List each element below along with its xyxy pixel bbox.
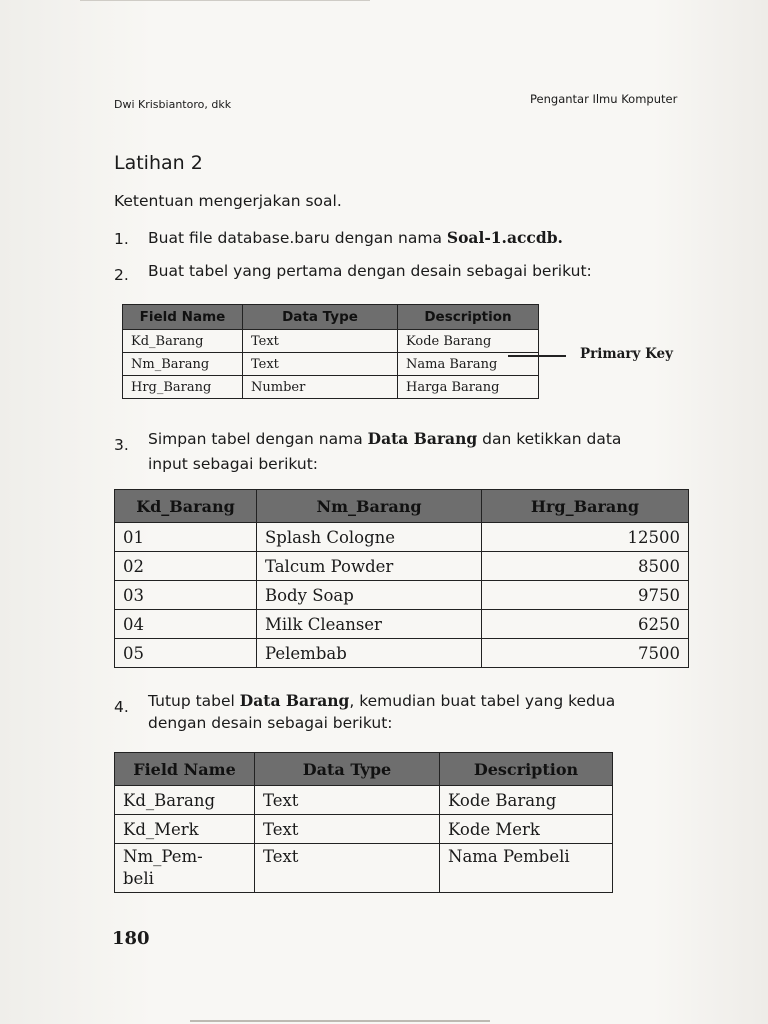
table-row [115, 610, 689, 639]
cell-line: beli [123, 869, 154, 888]
top-rule [80, 0, 370, 1]
table-header-row [115, 490, 689, 523]
table-cell: 8500 [482, 552, 689, 581]
step-3-number: 3. [114, 436, 129, 454]
table-row [115, 639, 689, 668]
step-2-text: Buat tabel yang pertama dengan desain sebagai berikut: [148, 262, 592, 280]
table-cell: Nama Pembeli [440, 844, 613, 893]
table-cell: 05 [115, 639, 257, 668]
step-4-line-1 [148, 691, 615, 710]
page-number: 180 [112, 928, 150, 949]
table-cell: Text [255, 786, 440, 815]
table-row [115, 786, 613, 815]
bottom-rule [190, 1020, 490, 1022]
intro-text: Ketentuan mengerjakan soal. [114, 192, 342, 210]
primary-key-pointer-line [508, 355, 566, 357]
table-header-cell: Field Name [123, 305, 243, 330]
step-4-plain: Tutup tabel [148, 692, 240, 710]
table-cell: Kd_Merk [115, 815, 255, 844]
table-cell: Talcum Powder [257, 552, 482, 581]
table-cell: 6250 [482, 610, 689, 639]
table-cell: 02 [115, 552, 257, 581]
design-table-1 [122, 304, 539, 399]
table-cell: Splash Cologne [257, 523, 482, 552]
step-3-line-1 [148, 429, 621, 448]
table-cell: Nm_Barang [123, 353, 243, 376]
table-cell: Text [255, 844, 440, 893]
table-cell: Nama Barang [398, 353, 539, 376]
step-1-filename: Soal-1.accdb. [446, 228, 563, 247]
step-4-table-name: Data Barang [239, 691, 350, 710]
step-1-text [148, 228, 563, 247]
primary-key-label: Primary Key [580, 346, 673, 362]
table-cell: Pelembab [257, 639, 482, 668]
step-3-line-2: input sebagai berikut: [148, 455, 318, 473]
table-cell: Milk Cleanser [257, 610, 482, 639]
step-2-number: 2. [114, 266, 129, 284]
table-cell: Kode Merk [440, 815, 613, 844]
step-4-line-2: dengan desain sebagai berikut: [148, 714, 393, 732]
table-header-cell: Hrg_Barang [482, 490, 689, 523]
table-row [115, 581, 689, 610]
table-header-row [123, 305, 539, 330]
table-cell: Text [243, 353, 398, 376]
table-cell: 12500 [482, 523, 689, 552]
design-table-2 [114, 752, 613, 893]
step-3-table-name: Data Barang [367, 429, 478, 448]
data-table [114, 489, 689, 668]
table-row [115, 552, 689, 581]
step-1-plain: Buat file database.baru dengan nama [148, 229, 447, 247]
table-row [115, 523, 689, 552]
table-row [123, 376, 539, 399]
table-header-cell: Data Type [243, 305, 398, 330]
cell-line: Nm_Pem- [123, 847, 203, 866]
step-4-plain-end: , kemudian buat tabel yang kedua [349, 692, 616, 710]
table-header-cell: Field Name [115, 753, 255, 786]
table-header-cell: Kd_Barang [115, 490, 257, 523]
table-header-cell: Data Type [255, 753, 440, 786]
table-row [115, 815, 613, 844]
table-cell: Kode Barang [398, 330, 539, 353]
table-row [123, 353, 539, 376]
table-cell: Kode Barang [440, 786, 613, 815]
step-1-number: 1. [114, 230, 129, 248]
table-header-cell: Nm_Barang [257, 490, 482, 523]
table-row [123, 330, 539, 353]
table-header-cell: Description [398, 305, 539, 330]
table-cell: 03 [115, 581, 257, 610]
table-cell: 04 [115, 610, 257, 639]
table-cell: 01 [115, 523, 257, 552]
running-header-author: Dwi Krisbiantoro, dkk [114, 98, 232, 111]
section-title: Latihan 2 [114, 152, 203, 174]
running-header-title: Pengantar Ilmu Komputer [530, 92, 678, 106]
table-cell: Kd_Barang [115, 786, 255, 815]
table-cell: Hrg_Barang [123, 376, 243, 399]
table-cell: Harga Barang [398, 376, 539, 399]
table-header-cell: Description [440, 753, 613, 786]
table-cell: Number [243, 376, 398, 399]
step-3-plain: Simpan tabel dengan nama [148, 430, 368, 448]
table-cell: Text [255, 815, 440, 844]
table-cell: Body Soap [257, 581, 482, 610]
step-4-number: 4. [114, 698, 129, 716]
table-cell: Kd_Barang [123, 330, 243, 353]
table-row [115, 844, 613, 893]
step-3-plain-end: dan ketikkan data [477, 430, 622, 448]
table-header-row [115, 753, 613, 786]
table-cell [115, 844, 255, 893]
table-cell: 7500 [482, 639, 689, 668]
table-cell: 9750 [482, 581, 689, 610]
table-cell: Text [243, 330, 398, 353]
